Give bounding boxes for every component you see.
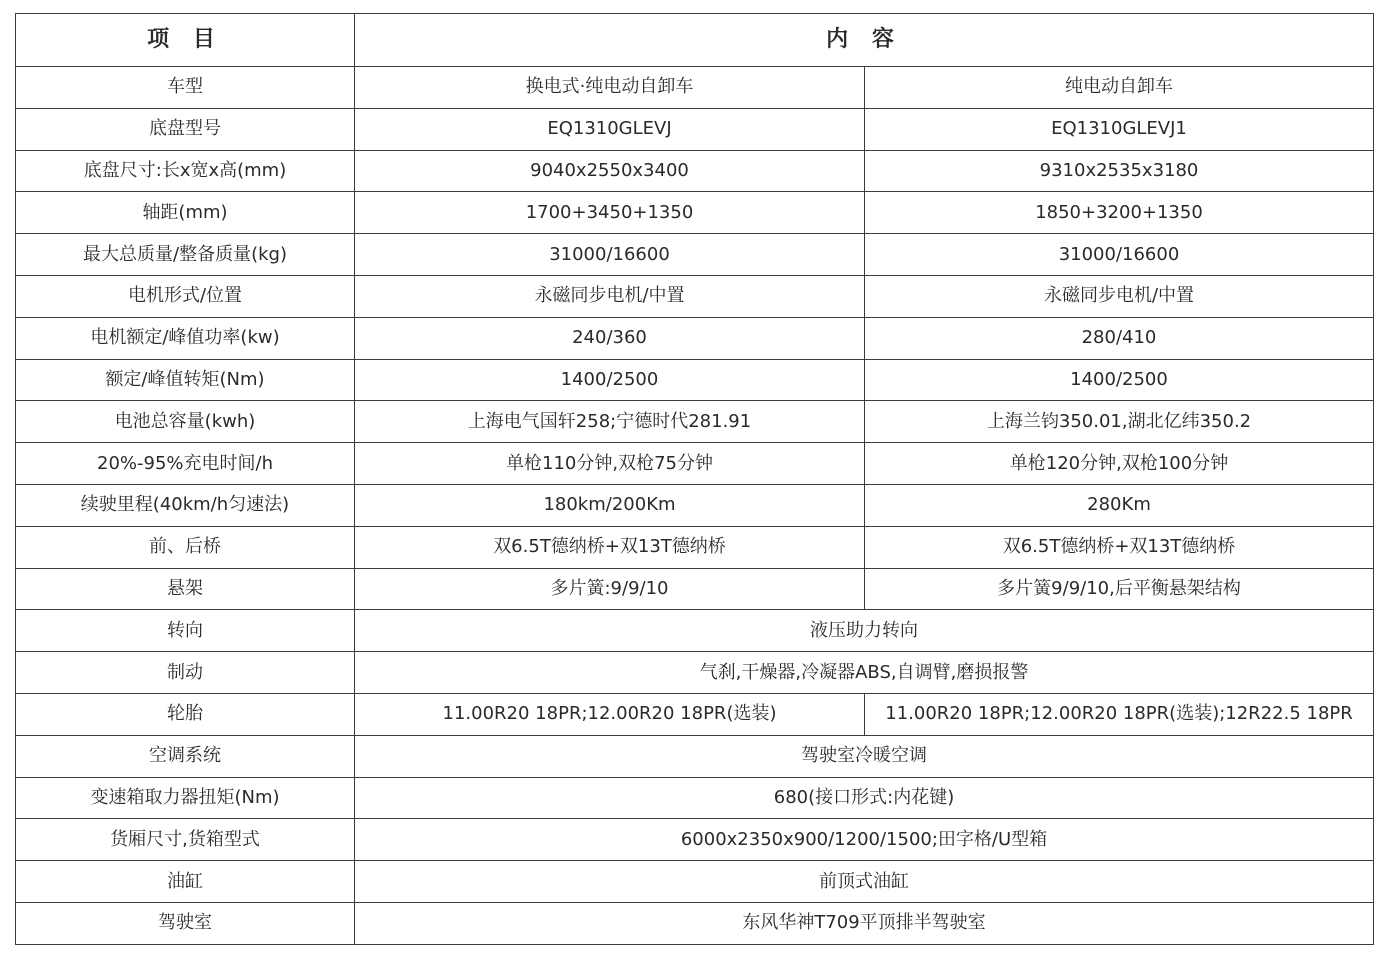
row-label: 轴距(mm) <box>16 192 355 234</box>
table-row <box>16 861 1374 903</box>
table-row <box>16 67 1374 109</box>
table-row <box>16 568 1374 610</box>
table-header-row <box>16 14 1374 67</box>
row-value-swap-model: 180km/200Km <box>355 484 865 526</box>
row-label: 驾驶室 <box>16 902 355 944</box>
row-label: 续驶里程(40km/h匀速法) <box>16 484 355 526</box>
row-value-swap-model: 双6.5T德纳桥+双13T德纳桥 <box>355 526 865 568</box>
row-label: 20%-95%充电时间/h <box>16 443 355 485</box>
row-value-shared: 气刹,干燥器,冷凝器ABS,自调臂,磨损报警 <box>355 652 1374 694</box>
row-value-standard-model: 永磁同步电机/中置 <box>865 275 1374 317</box>
row-label: 额定/峰值转矩(Nm) <box>16 359 355 401</box>
table-row <box>16 150 1374 192</box>
table-row <box>16 526 1374 568</box>
spec-table <box>15 13 1374 945</box>
row-label: 前、后桥 <box>16 526 355 568</box>
table-row <box>16 484 1374 526</box>
row-value-standard-model: 9310x2535x3180 <box>865 150 1374 192</box>
table-row <box>16 902 1374 944</box>
row-label: 电机额定/峰值功率(kw) <box>16 317 355 359</box>
table-row <box>16 108 1374 150</box>
table-row <box>16 693 1374 735</box>
row-label: 底盘尺寸:长x宽x高(mm) <box>16 150 355 192</box>
row-label: 变速箱取力器扭矩(Nm) <box>16 777 355 819</box>
row-value-standard-model: 1400/2500 <box>865 359 1374 401</box>
row-value-standard-model: 纯电动自卸车 <box>865 67 1374 109</box>
row-value-swap-model: 31000/16600 <box>355 234 865 276</box>
row-value-shared: 东风华神T709平顶排半驾驶室 <box>355 902 1374 944</box>
row-label: 最大总质量/整备质量(kg) <box>16 234 355 276</box>
row-value-standard-model: 1850+3200+1350 <box>865 192 1374 234</box>
row-value-standard-model: 单枪120分钟,双枪100分钟 <box>865 443 1374 485</box>
row-value-shared: 驾驶室冷暖空调 <box>355 735 1374 777</box>
header-item: 项 目 <box>16 14 355 67</box>
row-value-swap-model: EQ1310GLEVJ <box>355 108 865 150</box>
row-value-swap-model: 换电式·纯电动自卸车 <box>355 67 865 109</box>
row-value-standard-model: 上海兰钧350.01,湖北亿纬350.2 <box>865 401 1374 443</box>
row-value-shared: 6000x2350x900/1200/1500;田字格/U型箱 <box>355 819 1374 861</box>
row-label: 油缸 <box>16 861 355 903</box>
row-value-swap-model: 1700+3450+1350 <box>355 192 865 234</box>
row-value-swap-model: 永磁同步电机/中置 <box>355 275 865 317</box>
row-value-swap-model: 11.00R20 18PR;12.00R20 18PR(选装) <box>355 693 865 735</box>
row-value-standard-model: 多片簧9/9/10,后平衡悬架结构 <box>865 568 1374 610</box>
row-value-standard-model: 31000/16600 <box>865 234 1374 276</box>
row-value-swap-model: 9040x2550x3400 <box>355 150 865 192</box>
row-label: 转向 <box>16 610 355 652</box>
row-value-swap-model: 上海电气国轩258;宁德时代281.91 <box>355 401 865 443</box>
row-value-standard-model: 280Km <box>865 484 1374 526</box>
row-value-swap-model: 单枪110分钟,双枪75分钟 <box>355 443 865 485</box>
table-row <box>16 610 1374 652</box>
table-row <box>16 443 1374 485</box>
row-value-shared: 前顶式油缸 <box>355 861 1374 903</box>
table-row <box>16 819 1374 861</box>
row-label: 电池总容量(kwh) <box>16 401 355 443</box>
row-label: 悬架 <box>16 568 355 610</box>
header-content: 内 容 <box>355 14 1374 67</box>
row-label: 货厢尺寸,货箱型式 <box>16 819 355 861</box>
row-value-shared: 液压助力转向 <box>355 610 1374 652</box>
row-value-standard-model: 双6.5T德纳桥+双13T德纳桥 <box>865 526 1374 568</box>
row-label: 底盘型号 <box>16 108 355 150</box>
table-row <box>16 192 1374 234</box>
row-value-swap-model: 1400/2500 <box>355 359 865 401</box>
row-value-swap-model: 多片簧:9/9/10 <box>355 568 865 610</box>
row-value-standard-model: EQ1310GLEVJ1 <box>865 108 1374 150</box>
table-row <box>16 359 1374 401</box>
table-row <box>16 735 1374 777</box>
row-label: 制动 <box>16 652 355 694</box>
row-label: 电机形式/位置 <box>16 275 355 317</box>
row-value-standard-model: 280/410 <box>865 317 1374 359</box>
row-value-standard-model: 11.00R20 18PR;12.00R20 18PR(选装);12R22.5 18PR <box>865 693 1374 735</box>
table-row <box>16 652 1374 694</box>
row-label: 车型 <box>16 67 355 109</box>
row-value-shared: 680(接口形式:内花键) <box>355 777 1374 819</box>
row-label: 轮胎 <box>16 693 355 735</box>
table-row <box>16 401 1374 443</box>
table-row <box>16 777 1374 819</box>
row-label: 空调系统 <box>16 735 355 777</box>
row-value-swap-model: 240/360 <box>355 317 865 359</box>
table-row <box>16 234 1374 276</box>
table-row <box>16 275 1374 317</box>
table-row <box>16 317 1374 359</box>
